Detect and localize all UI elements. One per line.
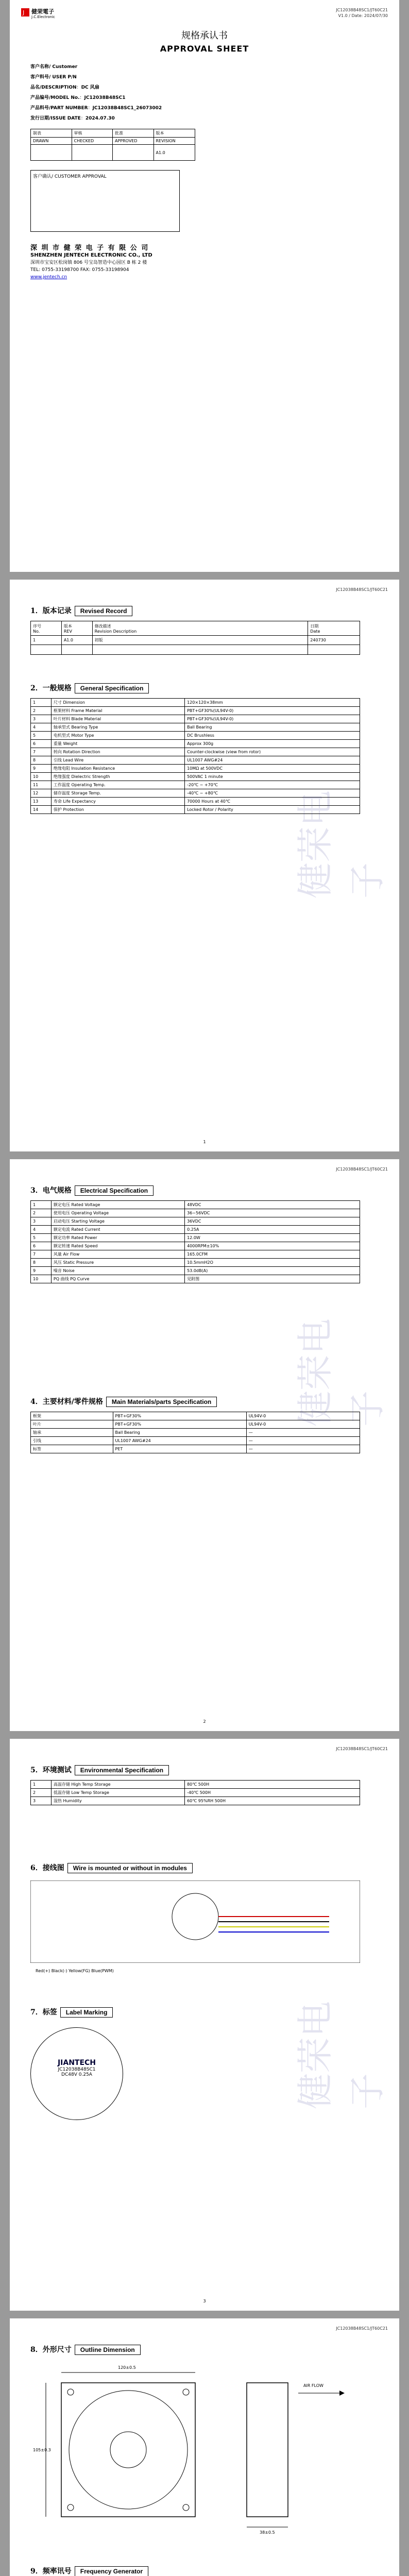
table-cell: PBT+GF30%(UL94V-0) (187, 708, 234, 713)
section-title: 5．环境测试 Environmental Specification (30, 1765, 169, 1775)
table-row (31, 699, 360, 707)
table-cell: 48VDC (187, 1202, 201, 1207)
table-cell: 湿热 Humidity (52, 1797, 185, 1805)
svg-text:J: J (23, 9, 25, 16)
section-title: 2．一般规格 General Specification (30, 683, 149, 693)
table-cell: PBT+GF30% (113, 1420, 247, 1428)
table-row (31, 789, 360, 798)
table-cell: PBT+GF30% (113, 1412, 247, 1420)
table-row (31, 1259, 360, 1267)
table-cell: 引线 (31, 1437, 113, 1445)
company-logo: J 健荣電子 J.C.Electronic (21, 7, 57, 23)
general-spec-table (30, 698, 360, 814)
table-cell: 使用电压 Operating Voltage (52, 1209, 185, 1217)
table-cell: 7 (31, 748, 52, 756)
table-cell: — (248, 1430, 253, 1435)
table-cell: 轴承 (31, 1429, 113, 1436)
airflow-label: AIR FLOW (303, 2383, 323, 2388)
info-block: 客户名称/ Customer 客户料号/ USER P/N 品名/DESCRIPTION：DC 风扇 产品编号/MODEL No.：JC12038B48SC1 产品料号/PART NUMBER：JC12038B48SC1_26073002 发行日期/ISSUE DATE：2024.07.30 (30, 64, 162, 121)
dim-height: 105±0.3 (33, 2448, 51, 2452)
table-cell: 风压 Static Pressure (52, 1259, 185, 1266)
table-row (31, 1250, 360, 1259)
table-cell: 2 (31, 1789, 52, 1797)
table-cell: 2 (31, 707, 52, 715)
page-cover (10, 0, 399, 572)
table-cell: 60℃ 95%RH 500H (187, 1799, 226, 1803)
section-title: 7．标签 Label Marking (30, 2007, 113, 2018)
table-cell: 4000RPM±10% (187, 1244, 219, 1248)
environmental-table (30, 1780, 360, 1805)
product-label: JIANTECH JC12038B48SC1 DC48V 0.25A (30, 2027, 123, 2120)
table-cell: 8 (31, 1259, 52, 1266)
watermark: 健荣电子 (294, 790, 388, 899)
table-cell: 框架 (31, 1412, 113, 1420)
table-row (31, 1209, 360, 1217)
watermark: 健荣电子 (294, 1318, 388, 1427)
table-cell: 11 (31, 781, 52, 789)
table-cell: — (248, 1438, 253, 1443)
table-cell: 13 (31, 798, 52, 805)
dim-width: 120±0.5 (118, 2365, 136, 2370)
table-cell: UL94V-0 (248, 1414, 266, 1418)
table-cell: 叶片 (31, 1420, 113, 1428)
table-cell: PET (113, 1445, 247, 1453)
table-cell: PQ 曲线 PQ Curve (52, 1275, 185, 1283)
table-cell: 36~56VDC (187, 1211, 210, 1215)
table-cell: 储存温度 Storage Temp. (52, 789, 185, 797)
table-cell: -40℃ ~ +80℃ (187, 791, 218, 795)
wire-note: Red(+) Black(-) Yellow(FG) Blue(PWM) (36, 1969, 114, 1973)
section-title: 1．版本记录 Revised Record (30, 605, 132, 616)
page-4 (10, 1739, 399, 2311)
table-cell: 53.0dB(A) (187, 1268, 208, 1273)
table-cell: 寿命 Life Expectancy (52, 798, 185, 805)
company-footer: 深 圳 市 健 荣 电 子 有 限 公 司 SHENZHEN JENTECH ELECTRONIC CO., LTD 深圳市宝安区松岗镇 806 号宝岛智造中心园区 B 栋 2 楼 TEL: 0755-33198700 FAX: 0755-33198904 www.jentech.cn (30, 244, 152, 280)
revision-table: 序号 No. 版本 REV 修改描述 Revision Description 日期 Date 1 A1.0 初版 240730 (30, 621, 360, 655)
table-cell: 绝缘电阻 Insulation Resistance (52, 765, 185, 772)
table-cell: 5 (31, 1234, 52, 1242)
table-cell: 8 (31, 756, 52, 764)
table-row (31, 1267, 360, 1275)
section-title: 9．频率讯号 Frequency Generator (30, 2566, 148, 2576)
table-cell: 9 (31, 1267, 52, 1275)
table-cell: 噪音 Noise (52, 1267, 185, 1275)
materials-table (30, 1412, 360, 1453)
table-row (31, 781, 360, 789)
table-cell: 轴承型式 Bearing Type (52, 723, 185, 731)
table-row (31, 1445, 360, 1453)
section-title: 8．外形尺寸 Outline Dimension (30, 2344, 141, 2355)
table-cell: 12.0W (187, 1235, 200, 1240)
section-title: 6．接线图 Wire is mounted or without in modules (30, 1862, 193, 1873)
outline-drawing (30, 2362, 360, 2548)
page-2 (10, 580, 399, 1151)
table-row (31, 1789, 360, 1797)
table-cell: 电机型式 Motor Type (52, 732, 185, 739)
table-row (31, 1242, 360, 1250)
table-row (31, 1412, 360, 1420)
section-title: 3．电气规格 Electrical Specification (30, 1185, 154, 1196)
table-cell: -40℃ 500H (187, 1790, 211, 1795)
table-row (31, 748, 360, 756)
table-cell: 标签 (31, 1445, 113, 1453)
table-cell: Counter-clockwise (view from rotor) (187, 750, 261, 754)
table-cell: 10MΩ at 500VDC (187, 766, 223, 771)
table-row (31, 707, 360, 715)
table-cell: 10 (31, 773, 52, 781)
table-cell: 120×120×38mm (187, 700, 223, 705)
table-cell: 重量 Weight (52, 740, 185, 748)
table-cell: 尺寸 Dimension (52, 699, 185, 706)
table-row (31, 1226, 360, 1234)
page-3 (10, 1159, 399, 1731)
customer-approval-box: 客户确认/ CUSTOMER APPROVAL (30, 170, 180, 232)
table-cell: PBT+GF30%(UL94V-0) (187, 717, 234, 721)
table-cell: 10.5mmH2O (187, 1260, 213, 1265)
title-en: APPROVAL SHEET (160, 44, 249, 54)
table-cell: 1 (31, 699, 52, 706)
table-cell: 0.25A (187, 1227, 199, 1232)
table-cell: 额定功率 Rated Power (52, 1234, 185, 1242)
table-cell: 1 (31, 1201, 52, 1209)
table-row (31, 715, 360, 723)
page-number: 2 (203, 1719, 206, 1724)
title-cn: 规格承认书 (181, 30, 228, 41)
table-row (31, 1781, 360, 1789)
table-cell: 7 (31, 1250, 52, 1258)
table-cell: 见附图 (187, 1277, 200, 1281)
table-row (31, 1420, 360, 1429)
table-cell: 6 (31, 1242, 52, 1250)
table-cell: 1 (31, 1781, 52, 1788)
table-cell: Ball Bearing (113, 1429, 247, 1436)
table-cell: UL94V-0 (248, 1422, 266, 1427)
page-number: 3 (203, 2299, 206, 2303)
table-cell: 80℃ 500H (187, 1782, 210, 1787)
table-cell: 转向 Rotation Direction (52, 748, 185, 756)
table-cell: 165.0CFM (187, 1252, 208, 1257)
table-cell: 9 (31, 765, 52, 772)
table-row (31, 773, 360, 781)
table-cell: 3 (31, 1797, 52, 1805)
table-cell: 额定电压 Rated Voltage (52, 1201, 185, 1209)
document-header: JC12038B48SC1/JT60C21 (336, 587, 388, 592)
document-header: JC12038B48SC1/JT60C21 (336, 1167, 388, 1172)
table-row (31, 1275, 360, 1283)
table-cell: 500VAC 1 minute (187, 774, 223, 779)
document-header: JC12038B48SC1/JT60C21 (336, 1747, 388, 1751)
table-row (31, 1429, 360, 1437)
table-cell: Ball Bearing (187, 725, 212, 730)
electrical-spec-table (30, 1200, 360, 1283)
table-cell: 10 (31, 1275, 52, 1283)
table-cell: 5 (31, 732, 52, 739)
dim-depth: 38±0.5 (260, 2530, 275, 2535)
table-cell: — (248, 1447, 253, 1451)
table-row (31, 1797, 360, 1805)
table-row (31, 798, 360, 806)
table-cell: 启动电压 Starting Voltage (52, 1217, 185, 1225)
table-cell: 绝缘强度 Dielectric Strength (52, 773, 185, 781)
table-cell: Locked Rotor / Polarity (187, 807, 233, 812)
table-cell: 框架材料 Frame Material (52, 707, 185, 715)
table-row (31, 732, 360, 740)
table-cell: 额定转速 Rated Speed (52, 1242, 185, 1250)
table-row (31, 723, 360, 732)
table-row (31, 1201, 360, 1209)
table-row (31, 756, 360, 765)
table-cell: 高温存储 High Temp Storage (52, 1781, 185, 1788)
table-cell: 3 (31, 1217, 52, 1225)
table-cell: 保护 Protection (52, 806, 185, 814)
watermark: 健荣电子 (294, 2001, 388, 2109)
document-header: JC12038B48SC1/JT60C21 V1.0 / Date: 2024/07/30 (336, 8, 388, 18)
table-cell: 风量 Air Flow (52, 1250, 185, 1258)
table-cell: Approx 300g (187, 741, 214, 746)
table-cell: UL1007 AWG#24 (187, 758, 223, 762)
table-cell: DC Brushless (187, 733, 214, 738)
table-row (31, 765, 360, 773)
table-cell: -20℃ ~ +70℃ (187, 783, 218, 787)
table-cell: 4 (31, 723, 52, 731)
section-title: 4．主要材料/零件规格 Main Materials/parts Specification (30, 1396, 217, 1407)
table-cell: 工作温度 Operating Temp. (52, 781, 185, 789)
table-cell: 6 (31, 740, 52, 748)
signature-table: 制表 审核 批准 版本 DRAWN CHECKED APPROVED REVISION A1.0 (30, 129, 195, 161)
table-cell: UL1007 AWG#24 (113, 1437, 247, 1445)
document-header: JC12038B48SC1/JT60C21 (336, 2326, 388, 2331)
table-row (31, 1437, 360, 1445)
table-row (31, 1234, 360, 1242)
page-5 (10, 2318, 399, 2576)
table-row: 1 A1.0 初版 240730 (31, 636, 360, 645)
wiring-diagram (30, 1880, 360, 1963)
table-row (31, 806, 360, 814)
table-cell: 叶片材料 Blade Material (52, 715, 185, 723)
table-cell: 2 (31, 1209, 52, 1217)
table-cell: 36VDC (187, 1219, 201, 1224)
table-cell: 14 (31, 806, 52, 814)
table-cell: 引线 Lead Wire (52, 756, 185, 764)
table-cell: 12 (31, 789, 52, 797)
table-row (31, 740, 360, 748)
table-cell: 4 (31, 1226, 52, 1233)
table-row (31, 1217, 360, 1226)
table-cell: 3 (31, 715, 52, 723)
table-cell: 70000 Hours at 40℃ (187, 799, 230, 804)
page-number: 1 (203, 1140, 206, 1144)
table-cell: 额定电流 Rated Current (52, 1226, 185, 1233)
table-cell: 低温存储 Low Temp Storage (52, 1789, 185, 1797)
